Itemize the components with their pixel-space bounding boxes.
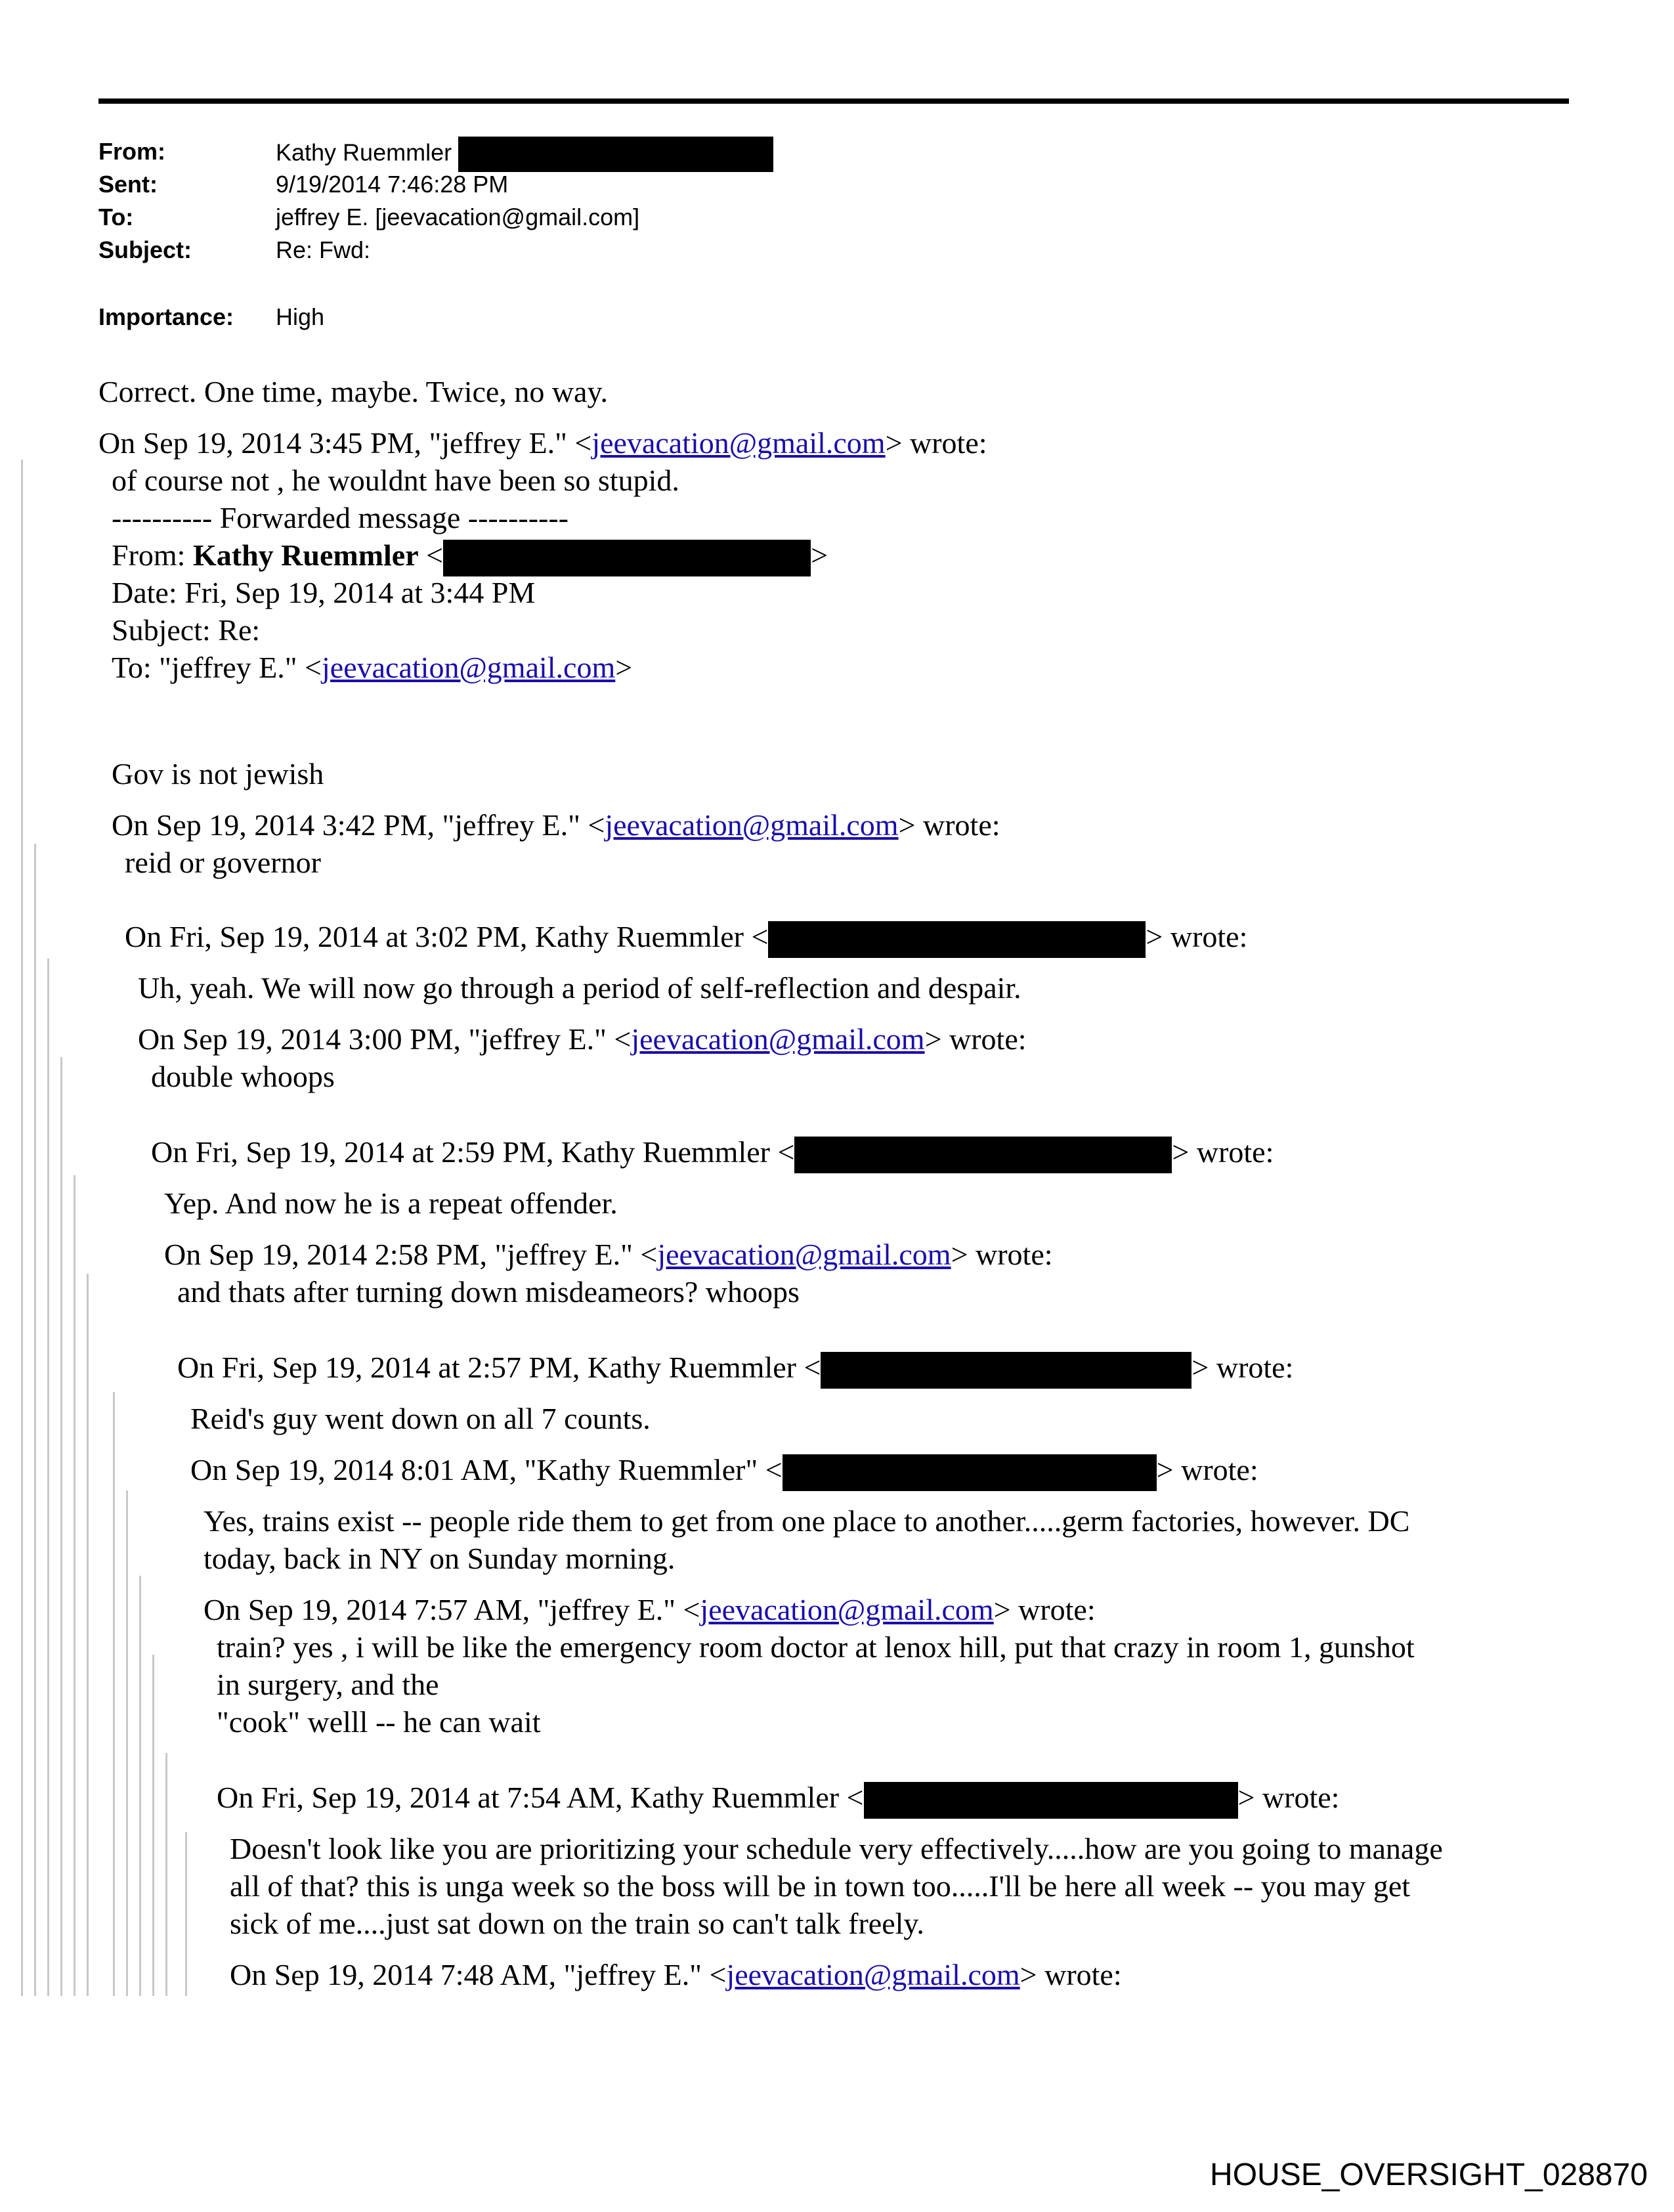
body-line: of course not , he wouldnt have been so stupid.: [112, 464, 679, 497]
redaction-block: [783, 1454, 1157, 1491]
quote-bar: [113, 1392, 115, 1996]
subject-value: Re: Fwd:: [276, 236, 371, 263]
body-line: Uh, yeah. We will now go through a period of self-reflection and despair.: [138, 971, 1021, 1005]
redaction-block: [458, 137, 773, 172]
quote-bar: [126, 1490, 128, 1996]
importance-value: High: [276, 303, 325, 330]
to-value: jeffrey E. [jeevacation@gmail.com]: [276, 204, 640, 230]
forwarded-to-line: [112, 649, 632, 687]
quote-bar: [87, 1274, 89, 1996]
quote-header-text: > wrote:: [1172, 1135, 1274, 1169]
redaction-block: [821, 1352, 1191, 1389]
quote-header-text: > wrote:: [924, 1022, 1027, 1056]
quote-header-text: On Sep 19, 2014 7:57 AM, "jeffrey E." <: [204, 1593, 700, 1626]
to-text: >: [615, 651, 633, 684]
quote-bar: [74, 1175, 75, 1996]
from-text: >: [811, 538, 828, 572]
quote-header-text: On Fri, Sep 19, 2014 at 3:02 PM, Kathy Ruemmler <: [125, 920, 769, 953]
from-text: <: [418, 538, 444, 572]
body-line: ---------- Forwarded message ----------: [112, 501, 569, 534]
from-name-bold: Kathy Ruemmler: [192, 538, 419, 572]
quote-header-text: On Sep 19, 2014 7:48 AM, "jeffrey E." <: [230, 1958, 727, 1991]
body-line: all of that? this is unga week so the boss will be in town too.....I'll be here all week -- you may get: [230, 1869, 1411, 1903]
quote-header-text: > wrote:: [951, 1238, 1053, 1271]
body-line: today, back in NY on Sunday morning.: [204, 1542, 676, 1575]
from-text: From:: [112, 538, 193, 572]
body-line: Subject: Re:: [112, 613, 261, 647]
email-link[interactable]: jeevacation@gmail.com: [605, 808, 899, 842]
importance-label: Importance:: [98, 303, 234, 330]
body-line: reid or governor: [125, 846, 321, 879]
quote-bar: [185, 1832, 187, 1996]
quote-bar: [21, 460, 23, 1996]
to-text: To: "jeffrey E." <: [112, 651, 322, 684]
quote-header-text: > wrote:: [885, 426, 987, 460]
email-link[interactable]: jeevacation@gmail.com: [322, 651, 616, 684]
quote-header-line: [98, 424, 987, 462]
body-line: Doesn't look like you are prioritizing your schedule very effectively.....how are you going to manage: [230, 1832, 1443, 1865]
email-link[interactable]: jeevacation@gmail.com: [657, 1238, 951, 1271]
sent-value: 9/19/2014 7:46:28 PM: [276, 171, 509, 198]
redaction-block: [443, 540, 811, 576]
email-link[interactable]: jeevacation@gmail.com: [591, 426, 886, 460]
redaction-block: [864, 1782, 1238, 1819]
body-line: train? yes , i will be like the emergency room doctor at lenox hill, put that crazy in room 1, gunshot: [217, 1630, 1415, 1664]
quote-bar: [60, 1057, 62, 1996]
quote-header-text: > wrote:: [1146, 920, 1248, 953]
quote-header-text: On Sep 19, 2014 2:58 PM, "jeffrey E." <: [164, 1238, 658, 1271]
quote-header-text: On Fri, Sep 19, 2014 at 7:54 AM, Kathy Ruemmler <: [217, 1781, 864, 1814]
from-label: From:: [98, 138, 165, 165]
quote-header-text: On Sep 19, 2014 3:00 PM, "jeffrey E." <: [138, 1022, 632, 1056]
quote-header-line: [138, 1020, 1027, 1058]
quote-header-text: On Sep 19, 2014 8:01 AM, "Kathy Ruemmler" <: [190, 1453, 783, 1486]
to-label: To:: [98, 204, 134, 230]
redaction-block: [768, 921, 1146, 958]
header-rule: [98, 98, 1569, 104]
quote-header-text: On Sep 19, 2014 3:42 PM, "jeffrey E." <: [112, 808, 605, 842]
quote-header-text: > wrote:: [898, 808, 1000, 842]
quote-bar: [165, 1753, 167, 1996]
quote-header-line: [190, 1451, 1258, 1491]
quote-bar: [152, 1655, 154, 1996]
quote-header-text: On Fri, Sep 19, 2014 at 2:59 PM, Kathy Ruemmler <: [151, 1135, 795, 1169]
body-line: Reid's guy went down on all 7 counts.: [190, 1402, 651, 1435]
quote-header-line: [151, 1133, 1274, 1173]
quote-header-line: [112, 806, 1000, 844]
body-line: "cook" welll -- he can wait: [217, 1705, 541, 1739]
email-link[interactable]: jeevacation@gmail.com: [700, 1593, 994, 1626]
forwarded-from-line: [112, 536, 828, 576]
quote-header-text: > wrote:: [993, 1593, 1096, 1626]
quote-bar: [47, 959, 49, 1996]
quote-header-line: [177, 1349, 1293, 1389]
quote-header-text: > wrote:: [1019, 1958, 1122, 1991]
body-line: Yes, trains exist -- people ride them to get from one place to another.....germ factories, however. DC: [204, 1504, 1410, 1538]
email-link[interactable]: jeevacation@gmail.com: [726, 1958, 1020, 1991]
from-value: [276, 137, 773, 172]
quote-header-line: [164, 1236, 1053, 1274]
quote-header-text: > wrote:: [1237, 1781, 1340, 1814]
quote-header-text: On Sep 19, 2014 3:45 PM, "jeffrey E." <: [98, 426, 592, 460]
quote-bar: [34, 844, 36, 1996]
subject-label: Subject:: [98, 236, 192, 263]
quote-header-line: [217, 1779, 1339, 1819]
quote-header-text: > wrote:: [1191, 1351, 1294, 1384]
body-line: in surgery, and the: [217, 1668, 439, 1701]
quote-header-line: [230, 1956, 1122, 1994]
body-line: Date: Fri, Sep 19, 2014 at 3:44 PM: [112, 576, 536, 609]
sent-label: Sent:: [98, 171, 158, 198]
body-line: Correct. One time, maybe. Twice, no way.: [98, 375, 608, 408]
bates-number: HOUSE_OVERSIGHT_028870: [1210, 2158, 1648, 2192]
quote-header-text: > wrote:: [1156, 1453, 1258, 1486]
redaction-block: [794, 1137, 1172, 1173]
quote-header-line: [125, 918, 1247, 958]
body-line: and thats after turning down misdeameors? whoops: [177, 1275, 800, 1309]
quote-header-line: [204, 1591, 1096, 1629]
body-line: double whoops: [151, 1060, 335, 1093]
email-link[interactable]: jeevacation@gmail.com: [631, 1022, 925, 1056]
body-line: sick of me....just sat down on the train so can't talk freely.: [230, 1907, 924, 1940]
body-line: Yep. And now he is a repeat offender.: [164, 1186, 618, 1220]
quote-header-text: On Fri, Sep 19, 2014 at 2:57 PM, Kathy Ruemmler <: [177, 1351, 821, 1384]
quote-bar: [139, 1576, 141, 1996]
from-name: Kathy Ruemmler: [276, 139, 452, 166]
body-line: Gov is not jewish: [112, 757, 324, 791]
